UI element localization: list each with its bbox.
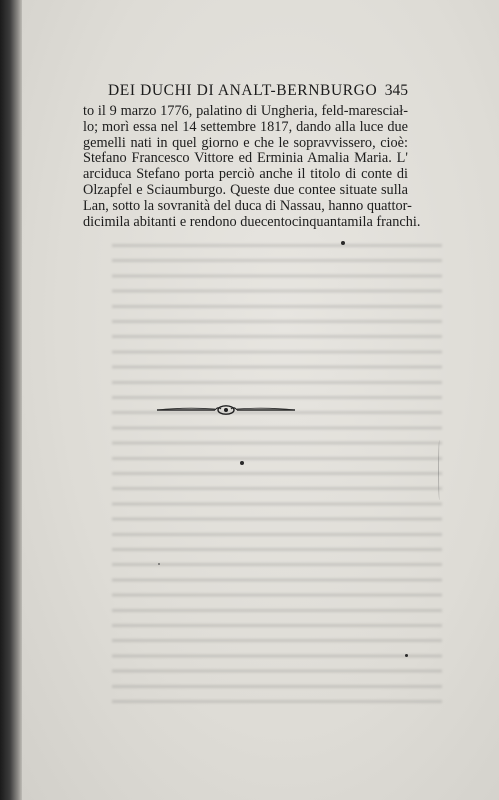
running-title: DEI DUCHI DI ANALT-BERNBURGO: [108, 82, 378, 99]
ink-speck: [240, 461, 244, 465]
text-line: dicimila abitanti e rendono duecentocinquantamila franchi.: [83, 213, 421, 230]
text-line: gemelli nati in quel giorno e che le sopravvissero, cioè:: [83, 134, 408, 151]
body-paragraph: [83, 103, 421, 230]
text-line: arciduca Stefano porta perciò anche il titolo di conte di: [83, 166, 408, 183]
ink-speck: [341, 241, 345, 245]
book-binding-shadow: [0, 0, 22, 800]
text-line: Stefano Francesco Vittore ed Erminia Amalia Maria. L': [83, 150, 408, 167]
text-line: lo; morì essa nel 14 settembre 1817, dando alla luce due: [83, 118, 408, 135]
divider-ornament-icon: [155, 403, 297, 417]
text-line: Lan, sotto la sovranità del duca di Nassau, hanno quattor-: [83, 197, 412, 214]
paper-crease: [438, 440, 441, 500]
text-line: to il 9 marzo 1776, palatino di Ungheria, feld-maresciał-: [83, 103, 408, 119]
ink-speck: [158, 563, 160, 565]
text-line: Olzapfel e Sciaumburgo. Queste due contee situate sulla: [83, 181, 408, 198]
ink-speck: [405, 654, 408, 657]
page-number: 345: [384, 82, 408, 99]
show-through-text: [112, 235, 442, 705]
